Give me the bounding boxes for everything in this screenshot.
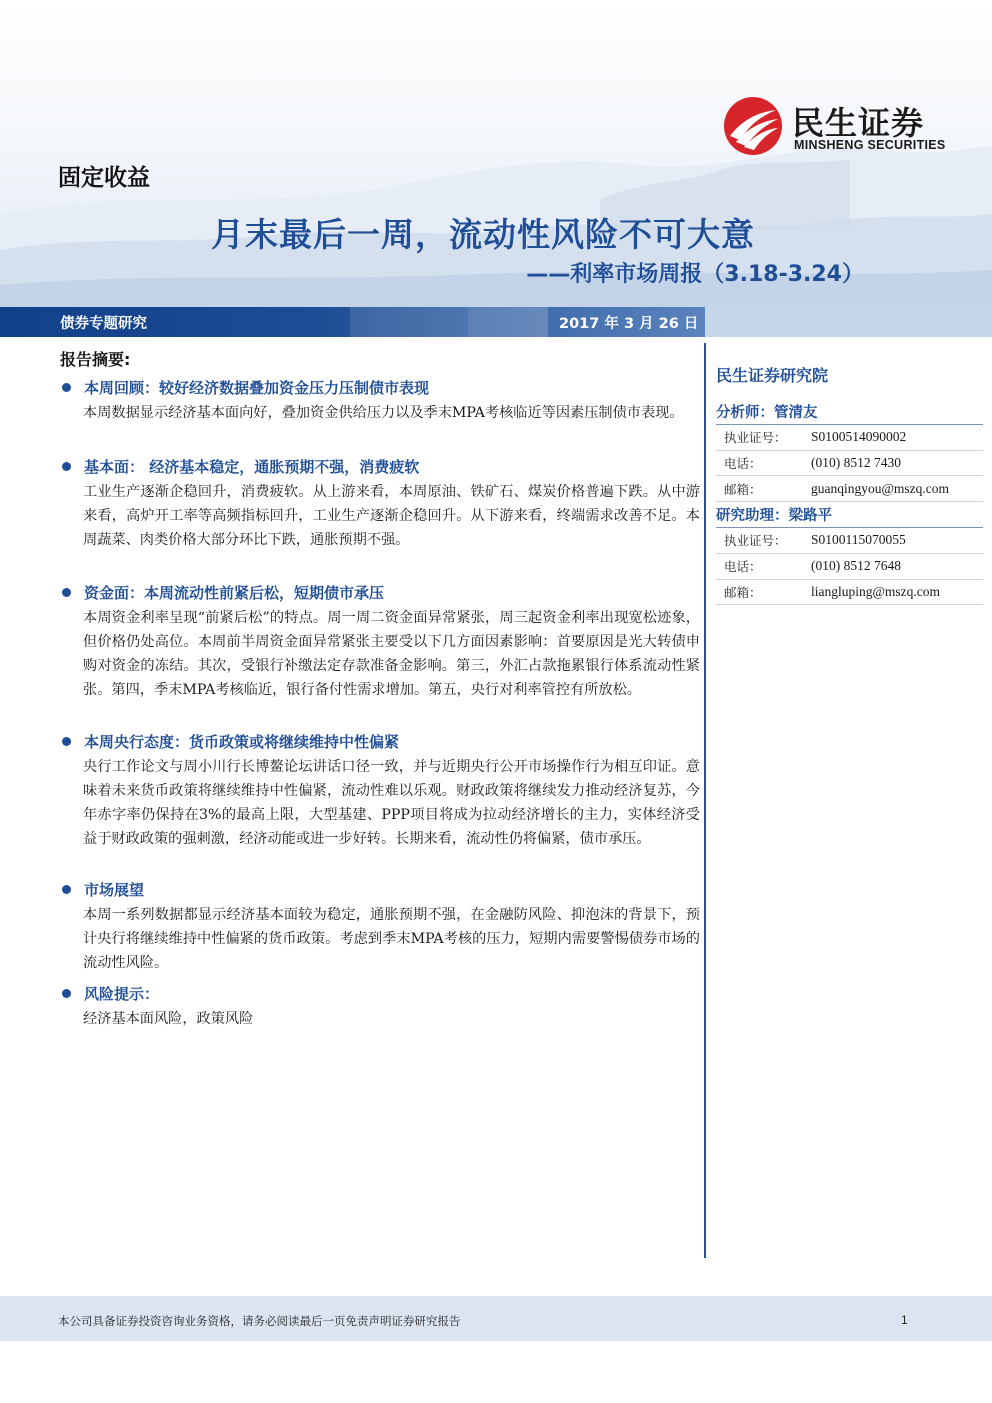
section-title: 市场展望 (84, 880, 145, 899)
footer-disclaimer: 本公司具备证券投资咨询业务资格，请务必阅读最后一页免责声明证券研究报告 (58, 1314, 461, 1328)
contact-row (716, 554, 983, 580)
assistant-cert: S0100115070055 (811, 532, 906, 548)
report-subtitle: ——利率市场周报（3.18-3.24） (526, 262, 864, 287)
report-category: 固定收益 (58, 165, 150, 191)
section-body: 本周一系列数据都显示经济基本面较为稳定，通胀预期不强，在金融防风险、抑泡沫的背景下，预计央行将继续维持中性偏紧的货币政策。考虑到季末MPA考核的压力，短期内需要警惕债券市场的流动性风险。 (83, 907, 700, 971)
report-title (0, 209, 992, 256)
summary-section (60, 455, 700, 552)
research-institute: 民生证券研究院 (716, 366, 829, 385)
analyst-name: 管清友 (774, 404, 818, 421)
analyst-email[interactable]: guanqingyou@mszq.com (811, 480, 950, 496)
contact-table (716, 399, 983, 605)
contact-row (716, 476, 983, 502)
assistant-row (716, 502, 983, 528)
column-divider (704, 343, 706, 1258)
bullet-icon (62, 885, 71, 894)
summary-heading: 报告摘要: (60, 350, 131, 369)
analyst-cert: S0100514090002 (811, 429, 907, 445)
brand-logo (722, 96, 952, 156)
report-title-text: 月末最后一周，流动性风险不可大意 (211, 215, 755, 254)
brand-name-en: MINSHENG SECURITIES (794, 138, 946, 152)
section-body: 经济基本面风险，政策风险 (83, 1011, 254, 1027)
section-body: 工业生产逐渐企稳回升，消费疲软。从上游来看，本周原油、铁矿石、煤炭价格普遍下跌。从中游来看，高炉开工率等高频指标回升，工业生产逐渐企稳回升。从下游来看，终端需求改善不足。本周蔬菜、肉类价格大部分环比下跌，通胀预期不强。 (83, 484, 700, 548)
contact-row (716, 580, 983, 606)
section-title: 资金面：本周流动性前紧后松，短期债市承压 (84, 583, 385, 602)
section-title: 基本面： 经济基本稳定，通胀预期不强，消费疲软 (84, 457, 420, 476)
analyst-phone: (010) 8512 7430 (811, 454, 901, 470)
report-type: 债券专题研究 (60, 316, 147, 332)
summary-section (60, 878, 700, 975)
minsheng-logo-icon (722, 96, 784, 156)
report-date: 2017 年 3 月 26 日 (559, 316, 699, 332)
title-band-right (705, 307, 992, 337)
assistant-role: 研究助理： (716, 508, 789, 525)
bullet-icon (62, 588, 71, 597)
bullet-icon (62, 462, 71, 471)
analyst-row (716, 399, 983, 425)
analyst-role: 分析师： (716, 404, 774, 421)
section-title: 风险提示： (84, 984, 160, 1003)
bullet-icon (62, 989, 71, 998)
page-number: 1 (901, 1313, 908, 1327)
summary-section (60, 730, 700, 851)
summary-section (60, 376, 700, 425)
band-segment (350, 307, 468, 337)
cert-label: 执业证号： (724, 533, 787, 549)
cert-label: 执业证号： (724, 430, 787, 446)
bullet-icon (62, 383, 71, 392)
summary-section (60, 982, 700, 1031)
section-body: 本周资金利率呈现“前紧后松”的特点。周一周二资金面异常紧张，周三起资金利率出现宽松迹象，但价格仍处高位。本周前半周资金面异常紧张主要受以下几方面因素影响：首要原因是光大转债申购对资金的冻结。其次，受银行补缴法定存款准备金影响。第三，外汇占款拖累银行体系流动性紧张。第四，季末MPA考核临近，银行备付性需求增加。第五，央行对利率管控有所放松。 (83, 610, 700, 698)
brand-name-cn: 民生证券 (792, 104, 925, 142)
bullet-icon (62, 737, 71, 746)
contact-row (716, 451, 983, 477)
section-body: 本周数据显示经济基本面向好，叠加资金供给压力以及季末MPA考核临近等因素压制债市表现。 (83, 405, 684, 421)
section-title: 本周回顾：较好经济数据叠加资金压力压制债市表现 (84, 378, 430, 397)
assistant-phone: (010) 8512 7648 (811, 558, 901, 574)
section-title: 本周央行态度：货币政策或将继续维持中性偏紧 (84, 732, 400, 751)
email-label: 邮箱： (724, 481, 762, 497)
band-segment (468, 307, 548, 337)
assistant-name: 梁路平 (788, 508, 832, 525)
email-label: 邮箱： (724, 584, 762, 600)
summary-section (60, 581, 700, 702)
phone-label: 电话： (724, 455, 762, 471)
contact-row (716, 528, 983, 554)
contact-row (716, 425, 983, 451)
phone-label: 电话： (724, 559, 762, 575)
assistant-email[interactable]: liangluping@mszq.com (811, 583, 941, 599)
section-body: 央行工作论文与周小川行长博鳌论坛讲话口径一致，并与近期央行公开市场操作行为相互印证。意味着未来货币政策将继续维持中性偏紧，流动性难以乐观。财政政策将继续发力推动经济复苏，今年赤字率仍保持在3%的最高上限，大型基建、PPP项目将成为拉动经济增长的主力，实体经济受益于财政政策的强刺激，经济动能或进一步好转。长期来看，流动性仍将偏紧，债市承压。 (83, 759, 700, 847)
